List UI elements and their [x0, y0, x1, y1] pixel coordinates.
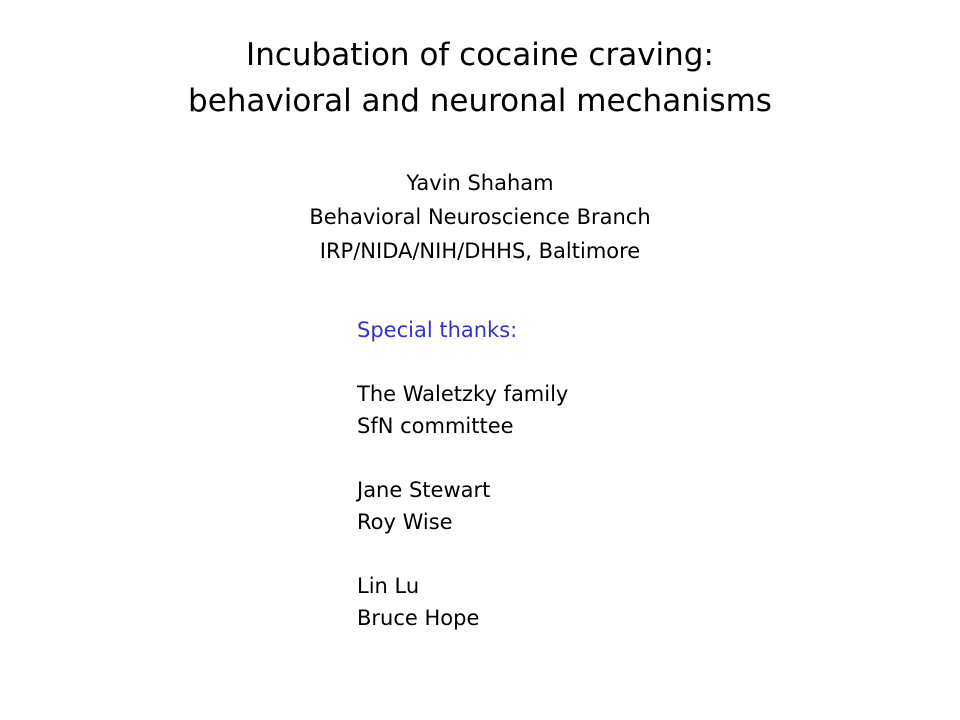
acknowledgement-group: [357, 570, 568, 634]
acknowledgement-name: Jane Stewart: [357, 478, 491, 502]
title-line-2: behavioral and neuronal mechanisms: [188, 83, 772, 119]
acknowledgement-name: SfN committee: [357, 414, 514, 438]
acknowledgement-name: Lin Lu: [357, 574, 420, 598]
acknowledgement-group: [357, 378, 568, 442]
acknowledgements: [357, 314, 568, 634]
acknowledgement-name: Roy Wise: [357, 510, 453, 534]
acknowledgements-heading: Special thanks:: [357, 318, 518, 342]
author-department: Behavioral Neuroscience Branch: [309, 205, 651, 229]
acknowledgement-name: Bruce Hope: [357, 606, 480, 630]
author-block: [0, 166, 960, 268]
author-name: Yavin Shaham: [406, 171, 554, 195]
acknowledgement-group: [357, 474, 568, 538]
acknowledgement-name: The Waletzky family: [357, 382, 569, 406]
title-line-1: Incubation of cocaine craving:: [246, 37, 714, 73]
slide-title: [0, 32, 960, 124]
author-institution: IRP/NIDA/NIH/DHHS, Baltimore: [319, 239, 641, 263]
